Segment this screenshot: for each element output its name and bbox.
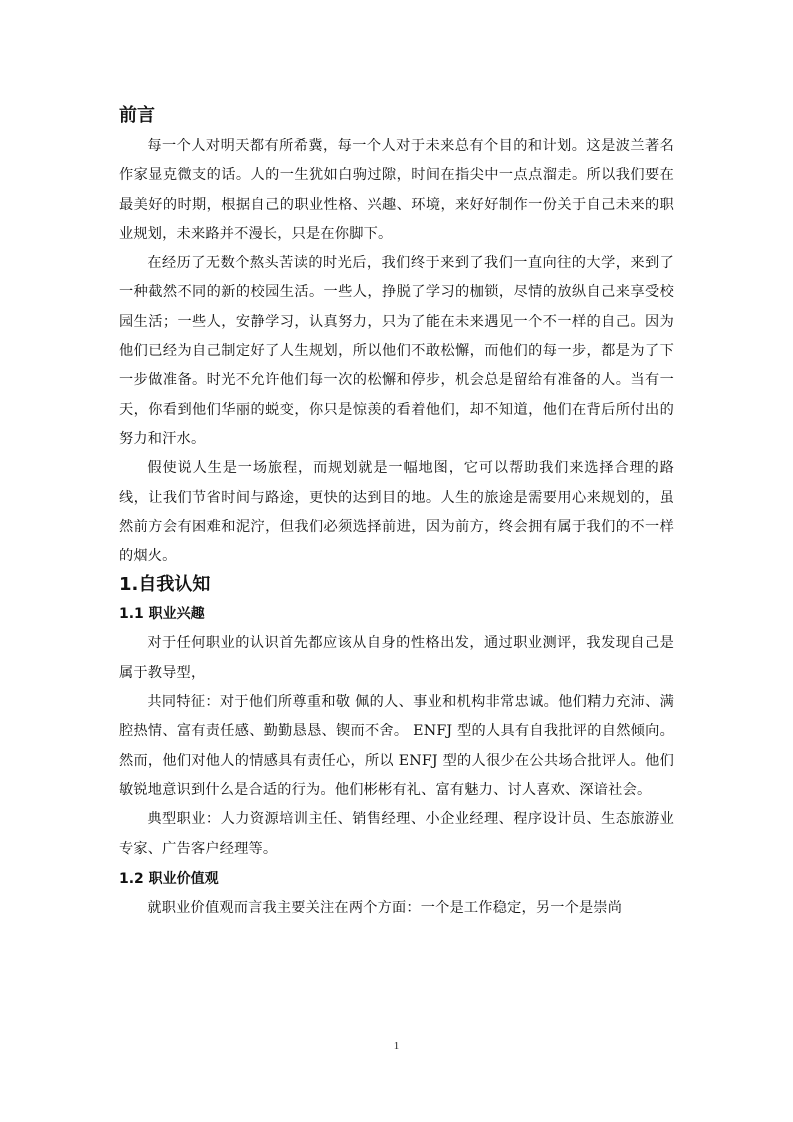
preface-paragraph-1: 每一个人对明天都有所希冀，每一个人对于未来总有个目的和计划。这是波兰著名作家显克微支的话。人的一生犹如白驹过隙，时间在指尖中一点点溜走。所以我们要在最美好的时期，根据自己的职业性格、兴趣、环境，来好好制作一份关于自己未来的职业规划，未来路并不漫长，只是在你脚下。 — [119, 138, 674, 242]
subsection-heading-career-interest: 1.1 职业兴趣 — [119, 606, 205, 623]
page-content — [119, 100, 674, 923]
subsection-heading-career-values: 1.2 职业价值观 — [119, 870, 219, 887]
section-heading-self-awareness: 1.自我认知 — [119, 574, 211, 596]
career-interest-paragraph-1: 对于任何职业的认识首先都应该从自身的性格出发，通过职业测评，我发现自己是属于教导型， — [119, 635, 674, 681]
preface-heading: 前言 — [119, 105, 155, 126]
career-values-paragraph-1: 就职业价值观而言我主要关注在两个方面：一个是工作稳定，另一个是崇尚 — [147, 899, 623, 916]
page-number: 1 — [393, 1040, 400, 1052]
preface-paragraph-2: 在经历了无数个熬头苦读的时光后，我们终于来到了我们一直向往的大学，来到了一种截然不同的新的校园生活。一些人，挣脱了学习的枷锁，尽情的放纵自己来享受校园生活；一些人，安静学习，认真努力，只为了能在未来遇见一个不一样的自己。因为他们已经为自己制定好了人生规划，所以他们不敢松懈，而他们的每一步，都是为了下一步做准备。时光不允许他们每一次的松懈和停步，机会总是留给有准备的人。当有一天，你看到他们华丽的蜕变，你只是惊羡的看着他们，却不知道，他们在背后所付出的努力和汗水。 — [119, 255, 674, 447]
career-interest-paragraph-3: 典型职业：人力资源培训主任、销售经理、小企业经理、程序设计员、生态旅游业专家、广告客户经理等。 — [119, 811, 674, 857]
preface-paragraph-3: 假使说人生是一场旅程，而规划就是一幅地图，它可以帮助我们来选择合理的路线，让我们节省时间与路途，更快的达到目的地。人生的旅途是需要用心来规划的，虽然前方会有困难和泥泞，但我们必须选择前进，因为前方，终会拥有属于我们的不一样的烟火。 — [119, 460, 674, 565]
career-interest-paragraph-2: 共同特征：对于他们所尊重和敬 佩的人、事业和机构非常忠诚。他们精力充沛、满腔热情、富有责任感、勤勤恳恳、锲而不舍。 ENFJ 型的人具有自我批评的自然倾向。然而，他们对他人的情感具有责任心，所以 ENFJ 型的人很少在公共场合批评人。他们 敏锐地意识到什么是合适的行为。他们彬彬有礼、富有魅力、讨人喜欢、深谙社会。 — [119, 694, 674, 798]
